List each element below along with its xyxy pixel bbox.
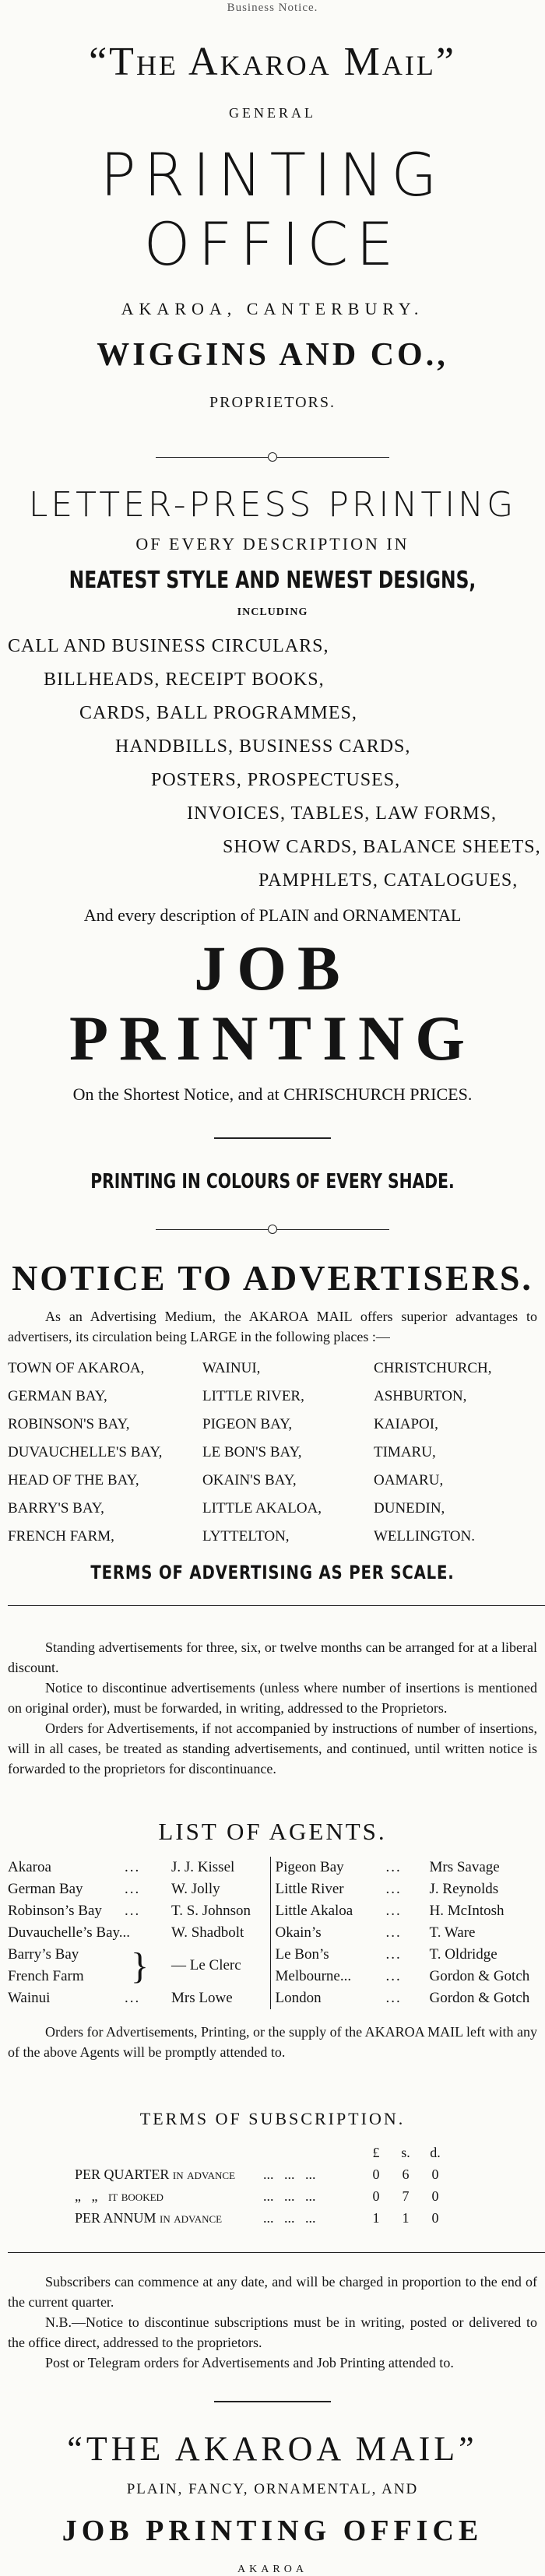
place-cell: TOWN OF AKAROA, [8,1360,145,1376]
service-line: SHOW CARDS, BALANCE SHEETS, [223,837,541,857]
agent-name: W. Jolly [171,1881,220,1897]
place-cell: LYTTELTON, [202,1528,290,1545]
agent-brace-row [8,1944,270,1987]
place-cell: TIMARU, [374,1444,436,1460]
printing-office-title: PRINTING OFFICE [100,140,445,279]
place-cell: DUVAUCHELLE'S BAY, [8,1444,163,1460]
agent-name: W. Shadbolt [171,1924,244,1941]
ornamental-rule-2 [156,1225,389,1234]
place-cell: WAINUI, [202,1360,261,1376]
agent-dots: ... [385,1924,402,1941]
subscription-dots: ... ... ... [263,2166,316,2182]
places-row [8,1355,537,1383]
brace-places [8,1944,125,1987]
places-row [8,1383,537,1411]
subscription-row [70,2185,450,2207]
service-line: POSTERS, PROSPECTUSES, [151,770,401,790]
agent-name: Gordon & Gotch [429,1990,530,2006]
subscription-table [70,2142,450,2229]
subscription-dots: ... ... ... [263,2209,316,2226]
notice-to-advertisers-title: NOTICE TO ADVERTISERS. [12,1258,533,1298]
neatest-styles: NEATEST STYLE AND NEWEST DESIGNS, [69,567,476,594]
place-cell: HEAD OF THE BAY, [8,1472,139,1488]
plain-fancy-line: PLAIN, FANCY, ORNAMENTAL, AND [126,2481,419,2497]
masthead-bottom: “THE AKAROA MAIL” [67,2430,478,2468]
subscribers-note: Subscribers can commence at any date, and will be charged in proportion to the end of the current quarter. [8,2274,537,2310]
agent-name: Mrs Lowe [171,1990,233,2006]
divider [8,1605,545,1606]
divider-2 [8,2252,545,2253]
pounds: 0 [372,2166,380,2182]
agent-row [276,1987,538,2009]
places-row [8,1439,537,1467]
place-cell: KAIAPOI, [374,1416,438,1432]
currency-header: s. [401,2144,410,2160]
agent-row [276,1944,538,1966]
place-cell: OKAIN'S BAY, [202,1472,297,1488]
notice-intro: As an Advertising Medium, the AKAROA MAIL offers superior advantages to advertisers, its circulation being LARGE in the following places :— [8,1309,537,1344]
pence: 0 [431,2166,439,2182]
job-printing-title: JOB PRINTING [69,933,476,1074]
places-row [8,1523,537,1551]
agent-dots: ... [385,1990,402,2006]
subscription-label: „ „ it booked [75,2188,164,2204]
subscription-row [70,2207,450,2229]
agent-place: French Farm [8,1968,84,1984]
subscription-title: TERMS OF SUBSCRIPTION. [139,2109,406,2128]
spacer [70,2142,258,2163]
agent-row [276,1857,538,1878]
agent-row [276,1878,538,1900]
agent-name: J. J. Kissel [171,1859,235,1875]
agent-place: Melbourne... [275,1968,352,1984]
pounds: 0 [372,2188,380,2204]
agent-row [276,1966,538,1987]
subscription-label: PER ANNUM in advance [75,2209,223,2226]
services-list [8,630,541,898]
agent-place: Okain’s [275,1924,322,1941]
agent-dots: ... [385,1881,402,1897]
akaroa-footer: AKAROA [237,2564,308,2575]
agent-row [276,1900,538,1922]
short-rule [214,1137,331,1139]
pence: 0 [431,2188,439,2204]
shillings: 6 [402,2166,410,2182]
places-row [8,1495,537,1523]
agent-name: J. Reynolds [429,1881,499,1897]
spacer [258,2142,361,2163]
currency-header: £ [372,2144,380,2160]
place-cell: DUNEDIN, [374,1500,445,1516]
pence: 0 [431,2209,439,2226]
location: AKAROA, CANTERBURY. [121,299,424,318]
currency-header: d. [430,2144,441,2160]
proprietors-label: PROPRIETORS. [209,394,336,411]
agent-place: Wainui [8,1990,51,2006]
agent-place: Le Bon’s [275,1946,329,1963]
discontinue-paragraph: Notice to discontinue advertisements (unless where number of insertions is mentioned on original order), must be forwarded, in writing, addressed to the Proprietors. [8,1680,537,1716]
every-description: OF EVERY DESCRIPTION IN [135,534,410,554]
service-line: PAMPHLETS, CATALOGUES, [258,870,519,891]
agent-place: German Bay [8,1881,83,1897]
agents-title: LIST OF AGENTS. [158,1818,387,1845]
letterpress-title: LETTER-PRESS PRINTING [28,485,517,525]
general-label: GENERAL [229,105,316,121]
service-line: BILLHEADS, RECEIPT BOOKS, [44,669,325,690]
shortest-notice: On the Shortest Notice, and at CHRISCHURCH PRICES. [72,1084,473,1104]
agent-name: Gordon & Gotch [429,1968,530,1984]
agent-place: Akaroa [8,1859,51,1875]
service-line: HANDBILLS, BUSINESS CARDS, [115,736,411,757]
agent-place: Barry’s Bay [8,1946,79,1963]
agent-name: Mrs Savage [429,1859,500,1875]
agent-row [276,1922,538,1944]
place-cell: FRENCH FARM, [8,1528,114,1545]
place-cell: BARRY'S BAY, [8,1500,104,1516]
column-header: Business Notice. [227,2,318,14]
including-label: INCLUDING [237,606,308,618]
agent-place: London [275,1990,322,2006]
agent-name: T. Oldridge [429,1946,498,1963]
job-printing-office: JOB PRINTING OFFICE [62,2514,483,2547]
agents-right-column [270,1857,538,2009]
agent-name: T. S. Johnson [171,1903,251,1919]
place-cell: OAMARU, [374,1472,444,1488]
ornamental-rule [156,452,389,462]
pounds: 1 [372,2209,380,2226]
subscription-header-row [70,2142,450,2163]
agent-place: Little Akaloa [275,1903,353,1919]
agent-dots: ... [385,1859,402,1875]
standing-paragraph: Standing advertisements for three, six, or twelve months can be arranged for at a liberal discount. [8,1639,537,1675]
agent-row [8,1922,270,1944]
nb-note: N.B.—Notice to discontinue subscriptions must be in writing, posted or delivered to the office direct, addressed to the proprietors. [8,2314,537,2350]
places-row [8,1467,537,1495]
post-note: Post or Telegram orders for Advertisements and Job Printing attended to. [45,2355,454,2370]
agents-table [8,1857,537,2009]
agent-place: Pigeon Bay [275,1859,344,1875]
agent-dots: ... [125,1903,141,1919]
service-line: INVOICES, TABLES, LAW FORMS, [187,803,497,824]
place-cell: LITTLE RIVER, [202,1388,304,1404]
agent-dots: ... [125,1990,141,2006]
agent-dots: ... [385,1903,402,1919]
place-cell: ASHBURTON, [374,1388,467,1404]
subscription-row [70,2163,450,2185]
subscription-dots: ... ... ... [263,2188,316,2204]
agents-left-column [8,1857,270,2009]
service-line: CARDS, BALL PROGRAMMES, [79,703,357,723]
agent-row [8,1987,270,2009]
short-rule-2 [214,2401,331,2402]
agent-row [8,1878,270,1900]
agent-place: Little River [275,1881,344,1897]
agent-dots: ... [385,1968,402,1984]
agent-row [8,1857,270,1878]
agent-row [8,1900,270,1922]
proprietors-name: WIGGINS AND CO., [97,337,448,373]
agent-place: Duvauchelle’s Bay... [8,1924,131,1941]
agents-note: Orders for Advertisements, Printing, or the supply of the AKAROA MAIL left with any of the above Agents will be promptly attended to. [8,2024,537,2060]
place-cell: PIGEON BAY, [202,1416,293,1432]
agent-name: T. Ware [429,1924,476,1941]
orders-paragraph: Orders for Advertisements, if not accompanied by instructions of number of insertions, will in all cases, be treated as standing advertisements, and continued, until written notice is forwarded to the proprietors for discontinuance. [8,1720,537,1776]
agent-dots: ... [385,1946,402,1963]
subscription-label: PER QUARTER in advance [75,2166,236,2182]
colours-line: PRINTING IN COLOURS OF EVERY SHADE. [90,1170,455,1193]
masthead: “The Akaroa Mail” [89,40,456,84]
agent-dots: ... [125,1859,141,1875]
place-cell: ROBINSON'S BAY, [8,1416,130,1432]
shillings: 7 [402,2188,410,2204]
place-cell: LE BON'S BAY, [202,1444,302,1460]
service-line: CALL AND BUSINESS CIRCULARS, [8,636,329,656]
place-cell: GERMAN BAY, [8,1388,107,1404]
agent-name: — Le Clerc [171,1957,241,1973]
advertisement-page [0,2,545,2575]
places-table [8,1355,537,1551]
shillings: 1 [402,2209,410,2226]
place-cell: LITTLE AKALOA, [202,1500,322,1516]
terms-of-advertising: TERMS OF ADVERTISING AS PER SCALE. [90,1562,455,1583]
place-cell: WELLINGTON. [374,1528,475,1545]
and-every-description: And every description of PLAIN and ORNAMENTAL [83,905,462,925]
agent-dots: ... [125,1881,141,1897]
agent-place: Robinson’s Bay [8,1903,102,1919]
agent-name: H. McIntosh [429,1903,505,1919]
place-cell: CHRISTCHURCH, [374,1360,492,1376]
places-row [8,1411,537,1439]
brace-glyph: } [131,1945,149,1987]
